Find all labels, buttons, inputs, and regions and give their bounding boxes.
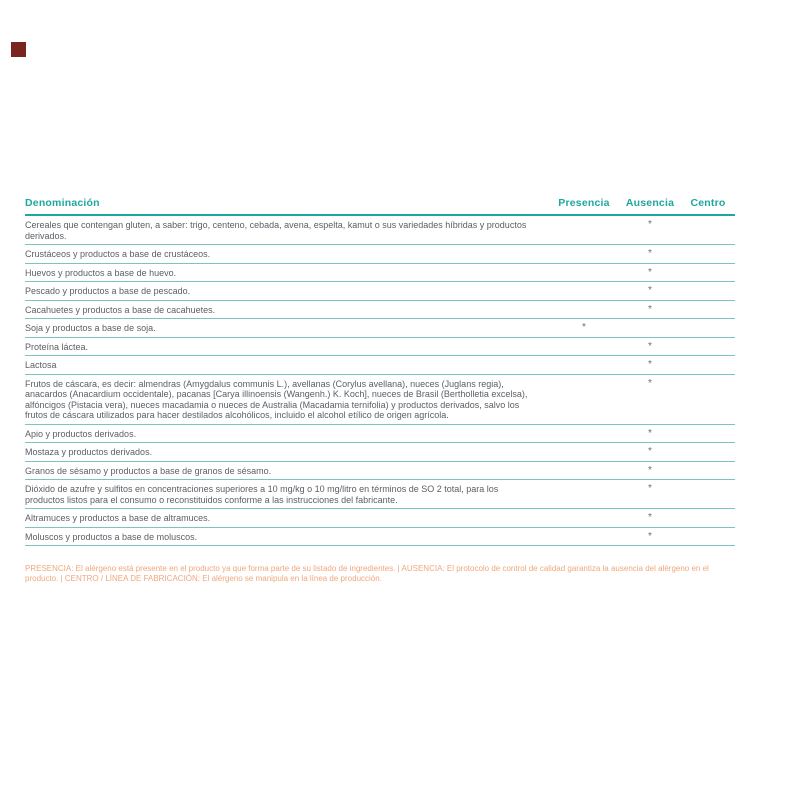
allergen-name: Proteína láctea. (25, 337, 549, 356)
column-header-ausencia: Ausencia (619, 197, 681, 215)
presencia-marker (549, 263, 619, 282)
presencia-marker (549, 215, 619, 245)
presencia-marker (549, 374, 619, 424)
allergen-name: Mostaza y productos derivados. (25, 443, 549, 462)
centro-marker (681, 282, 735, 301)
allergen-row (25, 245, 735, 264)
column-header-centro: Centro (681, 197, 735, 215)
allergen-row (25, 480, 735, 509)
centro-marker (681, 374, 735, 424)
ausencia-marker: * (619, 356, 681, 375)
presencia-marker (549, 461, 619, 480)
allergen-name: Altramuces y productos a base de altramuces. (25, 509, 549, 528)
ausencia-marker: * (619, 461, 681, 480)
ausencia-marker: * (619, 443, 681, 462)
color-swatch (11, 42, 26, 57)
allergen-row (25, 282, 735, 301)
centro-marker (681, 356, 735, 375)
allergen-name: Huevos y productos a base de huevo. (25, 263, 549, 282)
centro-marker (681, 527, 735, 546)
allergen-name: Cacahuetes y productos a base de cacahuetes. (25, 300, 549, 319)
header-row (25, 197, 735, 215)
legend-text: PRESENCIA: El alérgeno está presente en el producto ya que forma parte de su listado de ingredientes. | AUSENCIA: El protocolo de control de calidad garantiza la ausencia del alérgeno en el producto. | CENTRO / LÍNEA DE FABRICACIÓN: El alérgeno se manipula en la línea de producción. (25, 564, 709, 583)
ausencia-marker: * (619, 282, 681, 301)
allergen-name: Lactosa (25, 356, 549, 375)
ausencia-marker (619, 319, 681, 338)
allergen-name: Moluscos y productos a base de moluscos. (25, 527, 549, 546)
ausencia-marker: * (619, 337, 681, 356)
allergen-row (25, 509, 735, 528)
allergen-name: Apio y productos derivados. (25, 424, 549, 443)
presencia-marker (549, 282, 619, 301)
ausencia-marker: * (619, 263, 681, 282)
presencia-marker (549, 424, 619, 443)
presencia-marker (549, 300, 619, 319)
allergen-name: Soja y productos a base de soja. (25, 319, 549, 338)
allergen-name: Dióxido de azufre y sulfitos en concentraciones superiores a 10 mg/kg o 10 mg/litro en términos de SO 2 total, para los productos listos para el consumo o reconstituidos conforme a las instrucciones del fabricante. (25, 480, 549, 509)
allergen-row (25, 443, 735, 462)
centro-marker (681, 263, 735, 282)
presencia-marker (549, 337, 619, 356)
ausencia-marker: * (619, 245, 681, 264)
ausencia-marker: * (619, 374, 681, 424)
centro-marker (681, 461, 735, 480)
allergen-row (25, 374, 735, 424)
allergen-name: Granos de sésamo y productos a base de granos de sésamo. (25, 461, 549, 480)
allergen-row (25, 337, 735, 356)
ausencia-marker: * (619, 300, 681, 319)
presencia-marker: * (549, 319, 619, 338)
allergen-row (25, 356, 735, 375)
allergen-row (25, 461, 735, 480)
allergen-row (25, 424, 735, 443)
centro-marker (681, 319, 735, 338)
allergen-name: Pescado y productos a base de pescado. (25, 282, 549, 301)
allergen-row (25, 527, 735, 546)
presencia-marker (549, 356, 619, 375)
column-header-presencia: Presencia (549, 197, 619, 215)
presencia-marker (549, 509, 619, 528)
allergen-name: Crustáceos y productos a base de crustáceos. (25, 245, 549, 264)
allergen-name: Cereales que contengan gluten, a saber: trigo, centeno, cebada, avena, espelta, kamut o sus variedades híbridas y productos derivados. (25, 215, 549, 245)
centro-marker (681, 215, 735, 245)
allergen-row (25, 215, 735, 245)
ausencia-marker: * (619, 480, 681, 509)
centro-marker (681, 300, 735, 319)
centro-marker (681, 245, 735, 264)
ausencia-marker: * (619, 215, 681, 245)
allergen-table (25, 197, 735, 546)
ausencia-marker: * (619, 424, 681, 443)
centro-marker (681, 337, 735, 356)
presencia-marker (549, 443, 619, 462)
allergen-row (25, 300, 735, 319)
allergen-row (25, 263, 735, 282)
centro-marker (681, 480, 735, 509)
column-header-denominacion: Denominación (25, 197, 549, 215)
ausencia-marker: * (619, 509, 681, 528)
centro-marker (681, 443, 735, 462)
presencia-marker (549, 245, 619, 264)
centro-marker (681, 424, 735, 443)
presencia-marker (549, 480, 619, 509)
centro-marker (681, 509, 735, 528)
ausencia-marker: * (619, 527, 681, 546)
presencia-marker (549, 527, 619, 546)
allergen-name: Frutos de cáscara, es decir: almendras (Amygdalus communis L.), avellanas (Corylus avellana), nueces (Juglans regia), anacardos (Anacardium occidentale), pacanas [Carya illinoensis (Wangenh.) K. Koch], nueces de Brasil (Bertholletia excelsa), alfóncigos (Pistacia vera), nueces macadamia o nueces de Australia (Macadamia ternifolia) y productos derivados, salvo los frutos de cáscara utilizados para hacer destilados alcohólicos, incluido el alcohol etílico de origen agrícola. (25, 374, 549, 424)
allergen-row (25, 319, 735, 338)
